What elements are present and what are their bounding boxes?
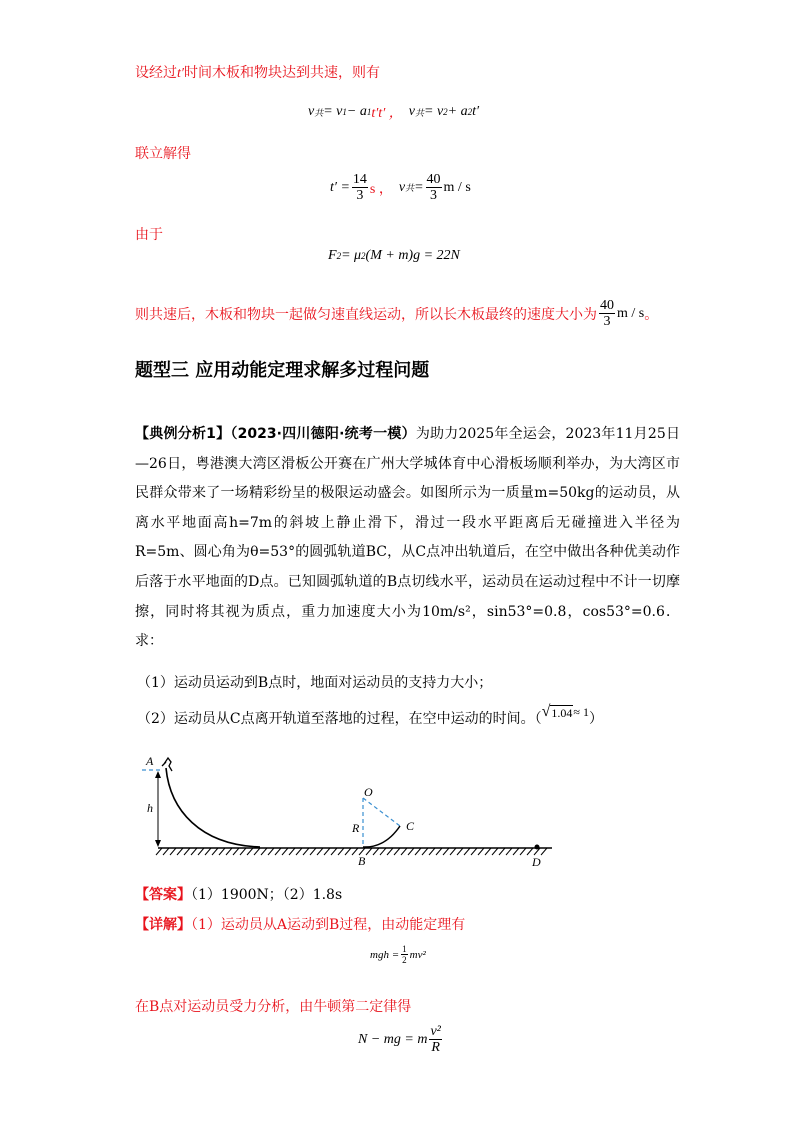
eq3-mu-sub: 2 [361, 251, 366, 261]
para-time-pre: 设经过 [135, 65, 177, 81]
label-D: D [532, 855, 541, 869]
arc-BC [363, 826, 400, 847]
question-2 [137, 703, 603, 728]
example-text: 为助力2025年全运会，2023年11月25日—26日，粤港澳大湾区滑板公开赛在广州大学城体育中心滑板场顺利举办，为大湾区市民群众带来了一场精彩纷呈的极限运动盛会。如图所示为一质量m=50kg的运动员，从离水平地面高h=7m的斜坡上静止滑下，滑过一段水平距离后无碰撞进入半径为R=5m、圆心角为θ=53°的圆弧轨道BC，从C点冲出轨道后，在空中做出各种优美动作后落于水平地面的D点。已知圆弧轨道的B点切线水平，运动员在运动过程中不计一切摩擦，同时将其视为质点，重力加速度大小为10m/s²，sin53°=0.8，cos53°=0.6．求： [135, 426, 680, 650]
hatch-mark [303, 848, 309, 855]
eq1-e-sub: 共 [414, 107, 424, 118]
equation-newton [358, 1024, 444, 1055]
conclusion-num: 40 [600, 298, 614, 313]
height-arrow-bottom-icon [155, 840, 161, 847]
hatch-mark [317, 848, 323, 855]
example-tag: 【典例分析1】 [135, 426, 231, 442]
answer-line [135, 884, 342, 904]
hatch-mark [457, 848, 463, 855]
hatch-mark [471, 848, 477, 855]
hatch-mark [401, 848, 407, 855]
eq3-mid: = μ [341, 248, 362, 263]
label-R: R [352, 821, 360, 835]
para-newton: 在B点对运动员受力分析，由牛顿第二定律得 [135, 999, 412, 1015]
conclusion-fraction [599, 298, 615, 329]
fraction-v [426, 172, 442, 203]
hatch-mark [198, 848, 204, 855]
equation-common-velocity [308, 102, 479, 122]
example-paragraph [135, 420, 680, 657]
frac-v-den: 3 [430, 188, 438, 203]
hatch-mark [212, 848, 218, 855]
hatch-mark [191, 848, 197, 855]
hatch-mark [275, 848, 281, 855]
section-heading: 题型三 应用动能定理求解多过程问题 [135, 360, 430, 381]
question-2-text: （2）运动员从C点离开轨道至落地的过程，在空中运动的时间。（ [137, 711, 542, 727]
para-since: 由于 [135, 227, 163, 243]
hatch-mark [268, 848, 274, 855]
hatch-mark [345, 848, 351, 855]
eq1-f: = v [424, 104, 444, 119]
hatch-mark [408, 848, 414, 855]
conclusion-den: 3 [603, 314, 611, 329]
eq2-v: v [398, 179, 406, 195]
question-2-end: ） [589, 711, 603, 727]
radius-OC [363, 798, 400, 826]
hatch-mark [492, 848, 498, 855]
hatch-mark [324, 848, 330, 855]
para-solve: 联立解得 [135, 146, 191, 162]
hatch-mark [520, 848, 526, 855]
hatch-mark [163, 848, 169, 855]
eq2-eq: = [414, 179, 424, 195]
detail-tag: 【详解】 [135, 917, 191, 933]
eq1-h: t′ [472, 104, 480, 119]
hatch-mark [331, 848, 337, 855]
eq3-F: F [328, 248, 337, 263]
equation-friction [328, 248, 460, 264]
label-C: C [406, 819, 415, 833]
eq1-b-sub: 1 [342, 107, 347, 117]
hatch-mark [247, 848, 253, 855]
skater-icon [162, 758, 172, 771]
sqrt-approx: ≈ 1 [573, 705, 589, 719]
eq2-t-unit: s ， [369, 181, 393, 197]
hatch-mark [310, 848, 316, 855]
hatch-mark [233, 848, 239, 855]
hatch-mark [219, 848, 225, 855]
hatch-mark [380, 848, 386, 855]
fraction-t [352, 172, 368, 203]
eq5-den: R [431, 1040, 440, 1055]
hatch-mark [513, 848, 519, 855]
eq1-g-sub: 2 [467, 107, 473, 117]
hatch-mark [478, 848, 484, 855]
hatch-mark [226, 848, 232, 855]
answer-tag: 【答案】 [135, 887, 191, 903]
eq2-v-unit: m / s [443, 179, 471, 195]
eq1-sub: 共 [314, 107, 324, 118]
eq1-f-sub: 2 [443, 107, 448, 117]
hatch-mark [240, 848, 246, 855]
eq1-c: − a [346, 104, 367, 119]
sqrt-expression [542, 703, 589, 721]
skateboard-diagram [140, 750, 560, 875]
height-arrow-top-icon [155, 771, 161, 778]
conclusion-text: 则共速后，木板和物块一起做匀速直线运动，所以长木板最终的速度大小为 [135, 306, 597, 323]
para-conclusion [135, 298, 658, 329]
eq2-v-sub: 共 [405, 183, 415, 193]
equation-solution [330, 172, 471, 203]
hatch-mark [394, 848, 400, 855]
label-h: h [147, 801, 153, 815]
hatch-mark [296, 848, 302, 855]
eq4-right: mv² [409, 948, 426, 961]
eq2-t: t′ = [330, 179, 350, 195]
detail-text: （1）运动员从A运动到B过程，由动能定理有 [191, 917, 466, 933]
example-source: （2023·四川德阳·统考一模） [230, 426, 416, 442]
label-O: O [364, 785, 373, 799]
hatch-mark [254, 848, 260, 855]
hatch-mark [450, 848, 456, 855]
frac-v-num: 40 [426, 172, 441, 187]
para-time-post: 时间木板和物块达到共速，则有 [183, 65, 380, 81]
label-B: B [358, 854, 366, 868]
detail-line [135, 914, 465, 934]
equation-energy [370, 944, 426, 965]
eq1-d: t′t′ ， [371, 106, 403, 121]
eq1-v: v [308, 104, 315, 119]
eq4-num: 1 [402, 944, 407, 954]
conclusion-unit: m / s [617, 305, 645, 321]
label-A: A [146, 754, 154, 768]
hatch-mark [415, 848, 421, 855]
point-D [535, 845, 540, 850]
hatch-mark [443, 848, 449, 855]
hatch-mark [261, 848, 267, 855]
eq1-e: v [408, 104, 415, 119]
hatch-mark [387, 848, 393, 855]
eq3-rest: (M + m)g = 22N [365, 248, 460, 263]
hatch-mark [429, 848, 435, 855]
eq1-c-sub: 1 [366, 107, 372, 117]
answer-text: （1）1900N；（2）1.8s [191, 887, 343, 903]
hatch-mark [156, 848, 162, 855]
hatch-mark [464, 848, 470, 855]
hatch-mark [436, 848, 442, 855]
hatch-mark [289, 848, 295, 855]
eq5-num: v² [430, 1024, 441, 1039]
hatch-mark [205, 848, 211, 855]
eq1-b: = v [323, 104, 343, 119]
hatch-mark [541, 848, 547, 855]
eq5-left: N − mg = m [358, 1031, 428, 1047]
hatch-mark [422, 848, 428, 855]
eq4-den: 2 [402, 955, 407, 965]
hatch-mark [366, 848, 372, 855]
hatch-mark [527, 848, 533, 855]
eq4-fraction [401, 944, 408, 965]
hatch-mark [184, 848, 190, 855]
hatch-mark [485, 848, 491, 855]
question-1: （1）运动员运动到B点时，地面对运动员的支持力大小； [137, 675, 493, 691]
frac-t-den: 3 [356, 188, 364, 203]
slope-curve [166, 768, 260, 847]
frac-t-num: 14 [352, 172, 367, 187]
ground-hatching [156, 848, 547, 855]
sqrt-value: 1.04 [551, 706, 573, 720]
eq4-left: mgh = [370, 948, 400, 961]
hatch-mark [499, 848, 505, 855]
hatch-mark [338, 848, 344, 855]
eq1-g: + a [447, 104, 468, 119]
conclusion-end: 。 [644, 306, 659, 323]
hatch-mark [177, 848, 183, 855]
para-time [135, 62, 380, 82]
eq5-fraction [429, 1024, 441, 1055]
hatch-mark [282, 848, 288, 855]
hatch-mark [506, 848, 512, 855]
hatch-mark [170, 848, 176, 855]
hatch-mark [373, 848, 379, 855]
eq3-F-sub: 2 [336, 251, 342, 261]
time-variable: t′ [177, 66, 184, 81]
sqrt-sign-icon: √ [541, 703, 551, 720]
